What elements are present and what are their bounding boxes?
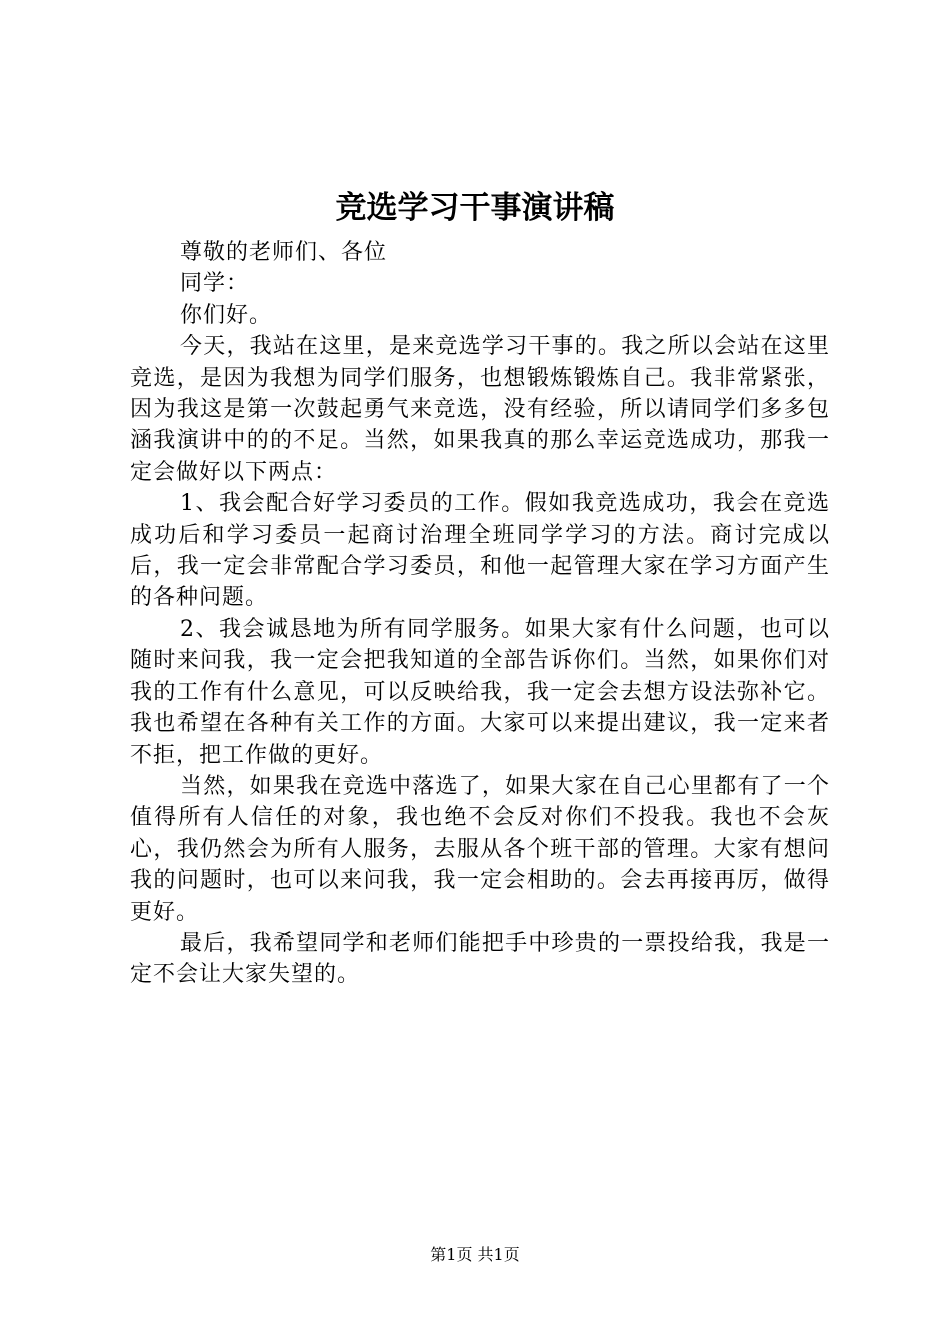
document-body [130, 237, 830, 991]
page-number-footer: 第1页 共1页 [430, 1245, 520, 1264]
paragraph-greeting: 你们好。 [180, 302, 273, 328]
paragraph-closing: 最后，我希望同学和老师们能把手中珍贵的一票投给我，我是一定不会让大家失望的。 [130, 930, 830, 988]
paragraph-salutation-2: 同学： [180, 271, 250, 297]
paragraph-point-1: 1、我会配合好学习委员的工作。假如我竞选成功，我会在竞选成功后和学习委员一起商讨治理全班同学学习的方法。商讨完成以后，我一定会非常配合学习委员，和他一起管理大家在学习方面产生的各种问题。 [130, 491, 830, 611]
paragraph-salutation-1: 尊敬的老师们、各位 [180, 240, 388, 265]
paragraph-intro: 今天，我站在这里，是来竞选学习干事的。我之所以会站在这里竞选，是因为我想为同学们服务，也想锻炼锻炼自己。我非常紧张，因为我这是第一次鼓起勇气来竞选，没有经验，所以请同学们多多包涵我演讲中的的不足。当然，如果我真的那么幸运竞选成功，那我一定会做好以下两点： [130, 334, 830, 485]
document-title: 竞选学习干事演讲稿 [335, 190, 615, 226]
paragraph-if-lose: 当然，如果我在竞选中落选了，如果大家在自己心里都有了一个值得所有人信任的对象，我也绝不会反对你们不投我。我也不会灰心，我仍然会为所有人服务，去服从各个班干部的管理。大家有想问我的问题时，也可以来问我，我一定会相助的。会去再接再厉，做得更好。 [130, 773, 830, 925]
paragraph-point-2: 2、我会诚恳地为所有同学服务。如果大家有什么问题，也可以随时来问我，我一定会把我知道的全部告诉你们。当然，如果你们对我的工作有什么意见，可以反映给我，我一定会去想方设法弥补它。我也希望在各种有关工作的方面。大家可以来提出建议，我一定来者不拒，把工作做的更好。 [130, 616, 830, 768]
